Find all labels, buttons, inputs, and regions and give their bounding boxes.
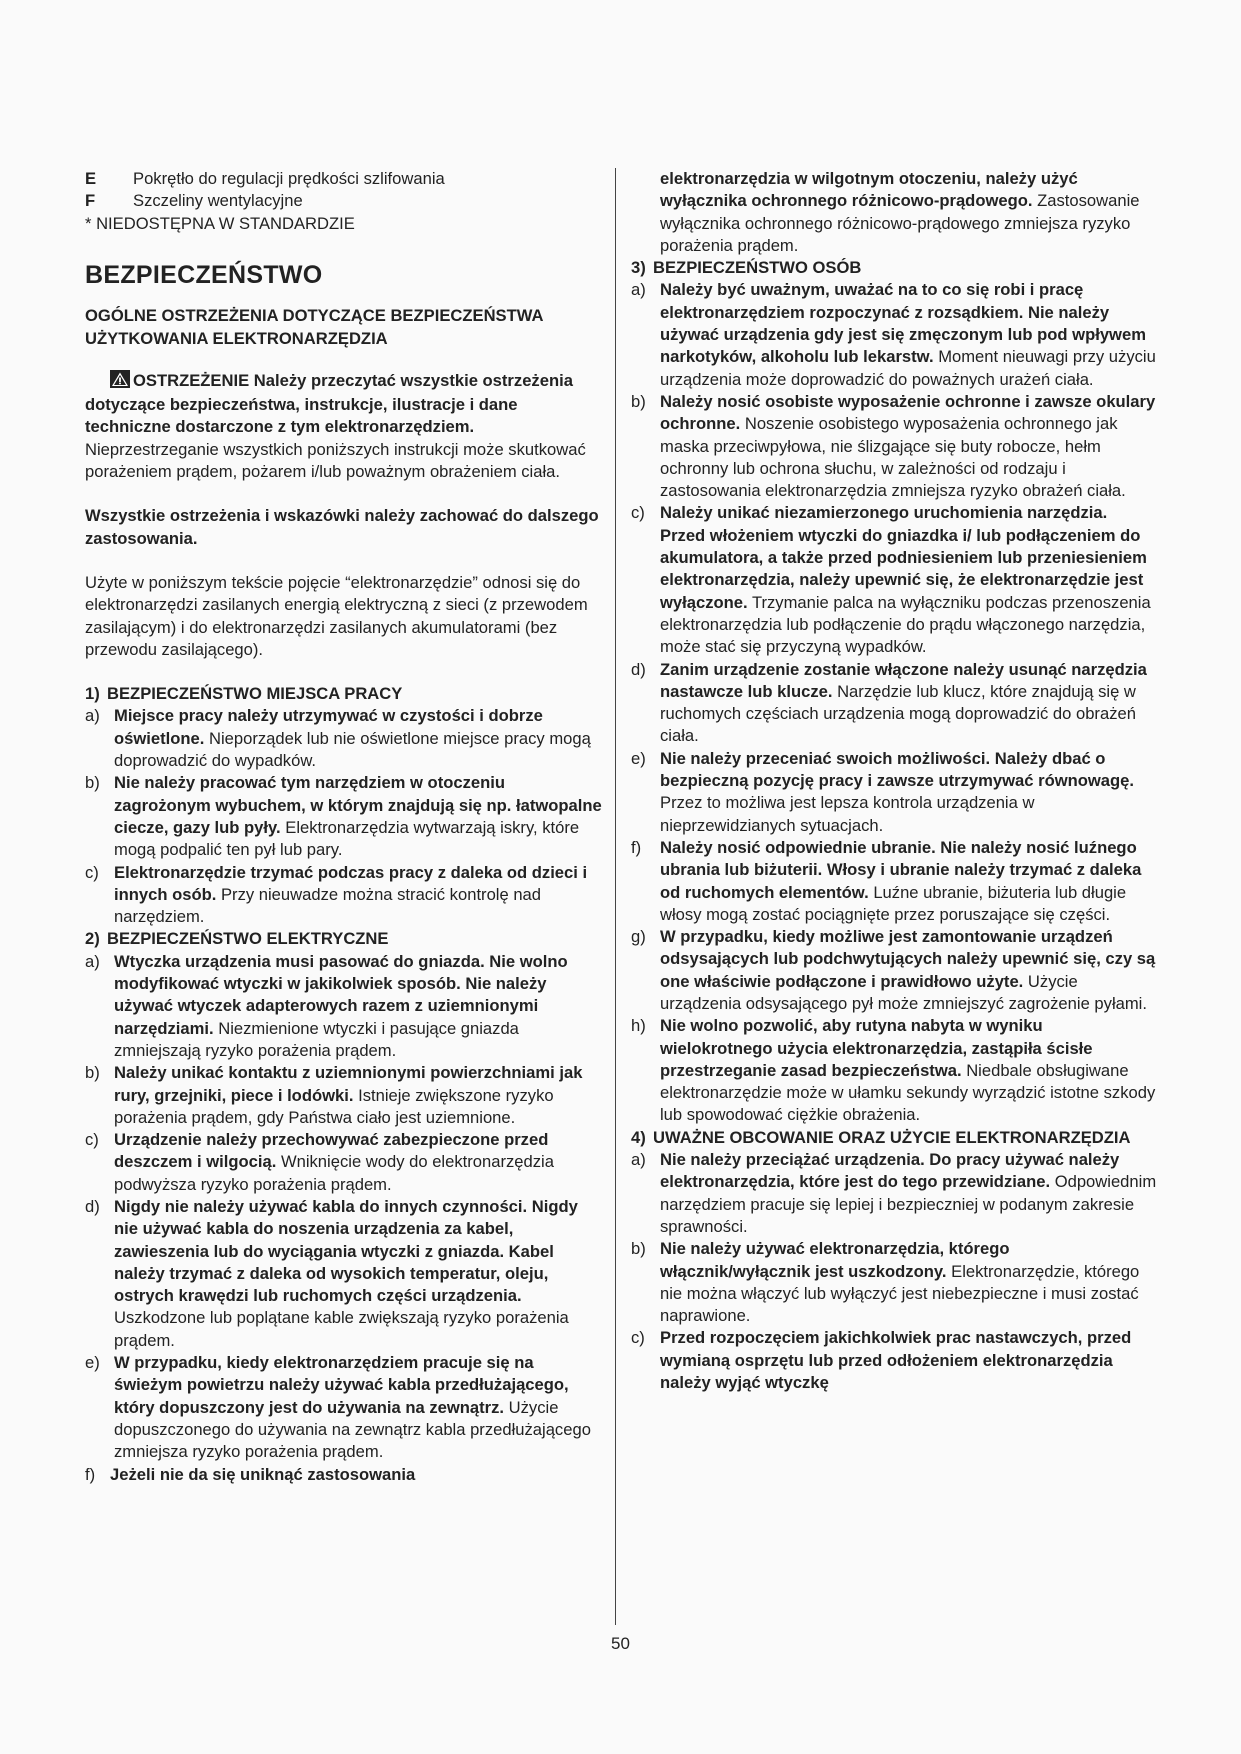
legend-item-e xyxy=(85,168,603,190)
legend-key: E xyxy=(85,169,97,188)
section-subheading: OGÓLNE OSTRZEŻENIA DOTYCZĄCE BEZPIECZEŃSTWA UŻYTKOWANIA ELEKTRONARZĘDZIA xyxy=(85,305,543,348)
list-item: h) Nie wolno pozwolić, aby rutyna nabyta w wyniku wielokrotnego użycia elektronarzędzia, zastąpiła ścisłe przestrzeganie zasad bezpieczeństwa. Niedbale obsługiwane elektronarzędzie może w ułamku sekundy wyrządzić istotne szkody lub spowodować ciężkie obrażenia. xyxy=(631,1016,1156,1125)
list-item: c) Przed rozpoczęciem jakichkolwiek prac nastawczych, przed wymianą osprzętu lub przed odłożeniem elektronarzędzia należy wyjąć wtyczkę xyxy=(631,1328,1132,1393)
right-column xyxy=(631,168,1157,1394)
legend-item-f xyxy=(85,190,603,212)
warning-block xyxy=(85,370,603,483)
list-item: c) Elektronarzędzie trzymać podczas pracy z daleka od dzieci i innych osób. Przy nieuwadze można stracić kontrolę nad narzędziem. xyxy=(85,862,588,927)
availability-note: * NIEDOSTĘPNA W STANDARDZIE xyxy=(85,213,355,233)
list-item: a) Należy być uważnym, uważać na to co się robi i pracę elektronarzędziem rozpoczynać z rozsądkiem. Nie należy używać urządzenia gdy jest się zmęczonym lub pod wpływem narkotyków, alkoholu lub lekarstw. Moment nieuwagi przy użyciu urządzenia może doprowadzić do poważnych urażeń ciała. xyxy=(631,280,1156,389)
warning-triangle-icon xyxy=(110,370,130,394)
list-item: e) Nie należy przeceniać swoich możliwości. Należy dbać o bezpieczną pozycję pracy i zawsze utrzymywać równowagę. Przez to możliwa jest lepsza kontrola urządzenia w nieprzewidzianych sytuacjach. xyxy=(631,748,1135,835)
list-item: a) Wtyczka urządzenia musi pasować do gniazda. Nie wolno modyfikować wtyczki w jakikolwiek sposób. Nie należy używać wtyczek adapterowych razem z uziemnionymi narzędziami. Niezmienione wtyczki i pasujące gniazda zmniejszają ryzyko porażenia prądem. xyxy=(85,951,568,1060)
list-item: b) Należy unikać kontaktu z uziemnionymi powierzchniami jak rury, grzejniki, piece i lodówki. Istnieje zwiększone ryzyko porażenia prądem, gdy Państwa ciało jest uziemnione. xyxy=(85,1063,583,1127)
section-2-title: 2) BEZPIECZEŃSTWO ELEKTRYCZNE xyxy=(85,929,389,949)
list-item: d) Nigdy nie należy używać kabla do innych czynności. Nigdy nie używać kabla do noszenia urządzenia za kabel, zawieszenia lub do wyciągania wtyczki z gniazda. Kabel należy trzymać z daleka od wysokich temperatur, oleju, ostrych krawędzi lub ruchomych części urządzenia. Uszkodzone lub poplątane kable zwiększają ryzyko porażenia prądem. xyxy=(85,1196,578,1350)
keep-instructions-note: Wszystkie ostrzeżenia i wskazówki należy zachować do dalszego zastosowania. xyxy=(85,506,599,548)
warning-bold: Należy przeczytać wszystkie ostrzeżenia dotyczące bezpieczeństwa, instrukcje, ilustracje i dane techniczne dostarczone z tym elektronarzędziem. xyxy=(85,370,573,437)
section-heading: BEZPIECZEŃSTWO xyxy=(85,260,323,289)
list-item: f) Należy nosić odpowiednie ubranie. Nie należy nosić luźnego ubrania lub biżuterii. Włosy i ubranie należy trzymać z daleka od ruchomych elementów. Luźne ubranie, biżuteria lub długie włosy mogą zostać pociągnięte przez poruszające się części. xyxy=(631,837,1142,924)
warning-text: Nieprzestrzeganie wszystkich poniższych instrukcji może skutkować porażeniem prądem, pożarem i/lub poważnym obrażeniem ciała. xyxy=(85,439,586,482)
list-item: b) Należy nosić osobiste wyposażenie ochronne i zawsze okulary ochronne. Noszenie osobistego wyposażenia ochronnego jak maska przeciwpyłowa, nie ślizgające się buty robocze, hełm ochronny lub ochrona słuchu, w zależności od rodzaju i zastosowania elektronarzędzia zmniejsza ryzyko obrażeń ciała. xyxy=(631,391,1156,501)
list-item: g) W przypadku, kiedy możliwe jest zamontowanie urządzeń odsysających lub podchwytujących należy upewnić się, czy są one właściwie podłączone i prawidłowo użyte. Użycie urządzenia odsysającego pył może zmniejszyć zagrożenie pyłami. xyxy=(631,927,1156,1013)
list-item: b) Nie należy używać elektronarzędzia, którego włącznik/wyłącznik jest uszkodzony. Elektronarzędzie, którego nie można włączyć lub wyłączyć jest niebezpieczne i musi zostać naprawione. xyxy=(631,1239,1140,1326)
list-item-continued: elektronarzędzia w wilgotnym otoczeniu, należy użyć wyłącznika ochronnego różnicowo-prądowego. Zastosowanie wyłącznika ochronnego różnicowo-prądowego zmniejsza ryzyko porażenia prądem. xyxy=(660,169,1140,255)
legend-key: F xyxy=(85,191,96,211)
term-definition: Użyte w poniższym tekście pojęcie “elektronarzędzie” odnosi się do elektronarzędzi zasilanych energią elektryczną z sieci (z przewodem zasilającym) i do elektronarzędzi zasilanych akumulatorami (bez przewodu zasilającego). xyxy=(85,572,588,659)
list-item: c) Należy unikać niezamierzonego uruchomienia narzędzia. Przed włożeniem wtyczki do gniazdka i/ lub podłączeniem do akumulatora, a także przed podniesieniem lub przeniesieniem elektronarzędzia, należy upewnić się, że elektronarzędzie jest wyłączone. Trzymanie palca na wyłączniku podczas przenoszenia elektronarzędzia lub podłączenie do prądu włączonego narzędzia, może stać się przyczyną wypadków. xyxy=(631,503,1151,657)
legend-text: Szczeliny wentylacyjne xyxy=(133,191,303,211)
section-3-title: 3) BEZPIECZEŃSTWO OSÓB xyxy=(631,258,862,278)
warning-label: OSTRZEŻENIE xyxy=(133,370,250,390)
list-item: e) W przypadku, kiedy elektronarzędziem pracuje się na świeżym powietrzu należy używać kabla przedłużającego, który dopuszczony jest do używania na zewnątrz. Użycie dopuszczonego do używania na zewnątrz kabla przedłużającego zmniejsza ryzyko porażenia prądem. xyxy=(85,1353,591,1462)
section-1-title: 1) BEZPIECZEŃSTWO MIEJSCA PRACY xyxy=(85,684,403,704)
list-item: f) Jeżeli nie da się uniknąć zastosowania xyxy=(85,1464,416,1484)
list-item: d) Zanim urządzenie zostanie włączone należy usunąć narzędzia nastawcze lub klucze. Narzędzie lub klucz, które znajdują się w ruchomych częściach urządzenia mogą doprowadzić do obrażeń ciała. xyxy=(631,659,1147,746)
legend-text: Pokrętło do regulacji prędkości szlifowania xyxy=(133,169,445,188)
list-item: c) Urządzenie należy przechowywać zabezpieczone przed deszczem i wilgocią. Wniknięcie wody do elektronarzędzia podwyższa ryzyko porażenia prądem. xyxy=(85,1130,554,1194)
left-column xyxy=(85,168,603,1486)
page-number: 50 xyxy=(611,1634,630,1653)
section-4-title: 4) UWAŻNE OBCOWANIE ORAZ UŻYCIE ELEKTRONARZĘDZIA xyxy=(631,1127,1131,1147)
list-item: a) Miejsce pracy należy utrzymywać w czystości i dobrze oświetlone. Nieporządek lub nie oświetlone miejsce pracy mogą doprowadzić do wypadków. xyxy=(85,706,591,771)
column-divider xyxy=(615,168,616,1625)
list-item: b) Nie należy pracować tym narzędziem w otoczeniu zagrożonym wybuchem, w którym znajdują się np. łatwopalne ciecze, gazy lub pyły. Elektronarzędzia wytwarzają iskry, które mogą podpalić ten pył lub pary. xyxy=(85,773,602,860)
list-item: a) Nie należy przeciążać urządzenia. Do pracy używać należy elektronarzędzia, które jest do tego przewidziane. Odpowiednim narzędziem pracuje się lepiej i bezpieczniej w podanym zakresie sprawności. xyxy=(631,1150,1157,1236)
